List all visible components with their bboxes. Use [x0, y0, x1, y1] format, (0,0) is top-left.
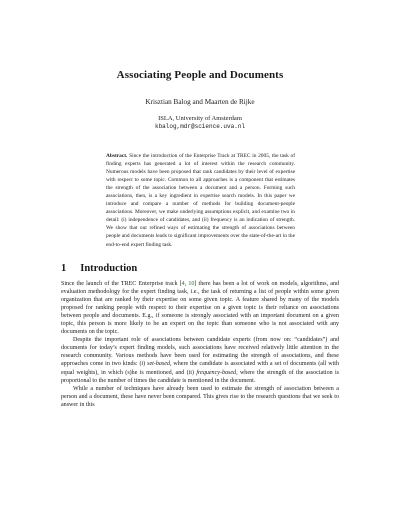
p2-emphasis-set-based: set-based: [147, 361, 170, 368]
abstract-label: Abstract.: [106, 153, 128, 159]
author-affiliation: [0, 115, 400, 131]
p2-text-b: , where the candidate is associated with a set of documents (all with equal weights), in which (s)he is mentioned, and (ii): [61, 361, 339, 376]
paper-title: Associating People and Documents: [116, 69, 284, 81]
author-email: kbalog,mdr@science.uva.nl: [154, 123, 245, 130]
abstract-text: Since the introduction of the Enterprise Track at TREC in 2005, the task of finding experts has generated a lot of interest within the research community. Numerous models have been proposed that rank candidates by their level of expertise with respect to some topic. Common to all approaches is a component that estimates the strength of the association between a document and a person. Forming such associations, then, is a key ingredient in expertise search models. In this paper we introduce and compare a number of methods for building document-people associations. Moreover, we make underlying assumptions explicit, and examine two in detail: (i) independence of candidates, and (ii) frequency is an indication of strength. We show that our refined ways of estimating the strength of associations between people and documents leads to significant improvements over the state-of-the-art in the end-to-end expert finding task.: [106, 153, 295, 248]
section-number: 1: [61, 263, 67, 274]
section-title: Introduction: [80, 263, 138, 274]
citation-link[interactable]: 4: [181, 281, 185, 287]
p2-text-a: Despite the important role of associations between candidate experts (from now on: “candidates”) and documents for today’s expert finding models, such associations have received relatively little attention in the research community. Various methods have been used for estimating the strength of associations, and these approaches come in two kinds: (i): [61, 337, 339, 368]
p1-text-b: ] there has been a lot of work on models, algorithms, and evaluation methodology for the expert finding task, i.e., the task of returning a list of people within some given organization that are ranked by their expertise on some given topic. A feature shared by many of the models proposed for ranking people with respect to their expertise on a given topic is their reliance on associations between people and documents. E.g., if someone is strongly associated with an important document on a given topic, this person is more likely to be an expert on the topic than someone who is not associated with any documents on the topic.: [61, 281, 339, 336]
p1-text-a: Since the launch of the TREC Enterprise track [: [61, 281, 182, 287]
p2-text-c: , where the strength of the association is proportional to the number of times the candidate is mentioned in the document.: [61, 369, 339, 384]
abstract: [106, 152, 295, 249]
p2-emphasis-frequency-based: frequency-based: [196, 369, 237, 376]
citation-link[interactable]: 10: [188, 281, 195, 287]
section-heading: [61, 263, 137, 274]
paragraph-1: [61, 280, 339, 336]
affiliation-name: ISLA, University of Amsterdam: [158, 115, 242, 122]
paragraph-2: [61, 336, 339, 384]
p1-comma: ,: [184, 281, 189, 287]
section-body: [61, 280, 339, 409]
paper-authors: Krisztian Balog and Maarten de Rijke: [145, 98, 255, 106]
paragraph-3: While a number of techniques have already been used to estimate the strength of association between a person and a document, these have never been compared. This gives rise to the research questions that we seek to answer in this: [61, 385, 339, 408]
